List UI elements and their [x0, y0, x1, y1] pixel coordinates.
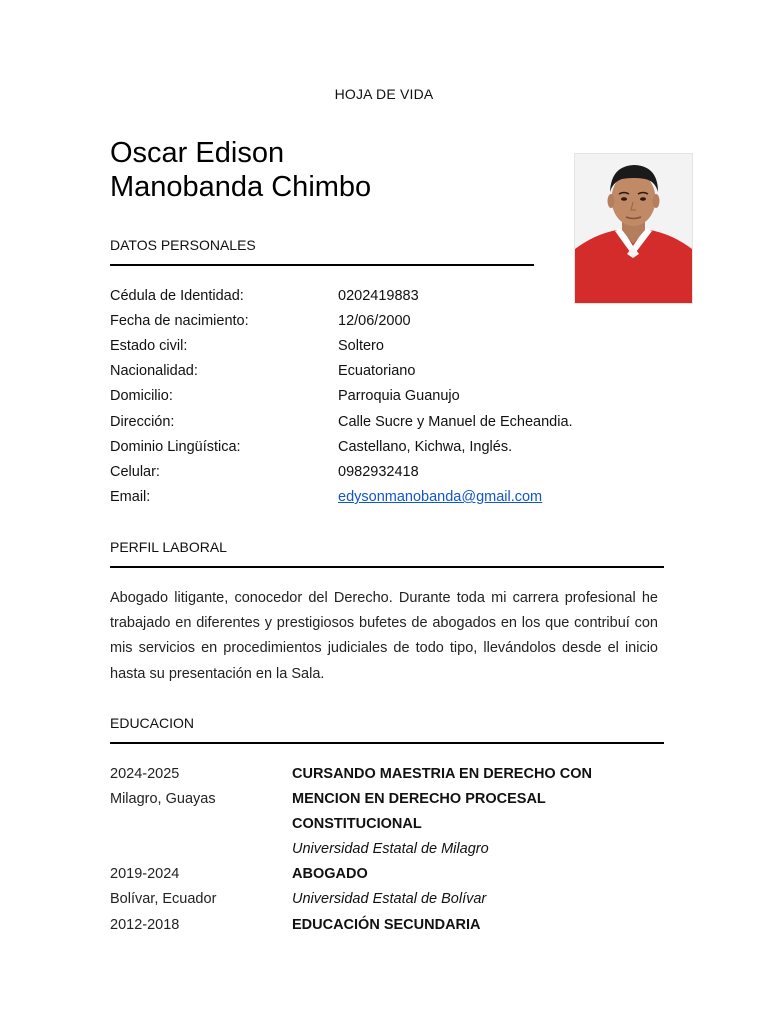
degree-title: MENCION EN DERECHO PROCESAL: [292, 791, 546, 808]
education-date: 2024-2025: [110, 766, 180, 782]
education-location: Milagro, Guayas: [110, 791, 216, 808]
profile-paragraph: Abogado litigante, conocedor del Derecho. Durante toda mi carrera profesional he trabajado en diferentes y prestigiosos bufetes de abogados en los que contribuí con mis servicios en procedimientos judiciales de todo tipo, llevándolos desde el inicio hasta su presentación en la Sala.: [110, 590, 658, 682]
education-divider: [110, 742, 664, 744]
profile-photo: [574, 153, 693, 304]
personal-data-divider: [110, 264, 534, 266]
name-line-2: Manobanda Chimbo: [110, 171, 372, 203]
degree-title: EDUCACIÓN SECUNDARIA: [292, 916, 481, 933]
field-label: Nacionalidad:: [110, 363, 198, 379]
full-name: [110, 136, 371, 204]
education-spacer: [110, 837, 290, 862]
field-value: 0982932418: [338, 464, 419, 480]
field-label: Email:: [110, 489, 151, 505]
field-value: 12/06/2000: [338, 313, 411, 329]
field-value: Castellano, Kichwa, Inglés.: [338, 439, 513, 455]
institution-name: Universidad Estatal de Bolívar: [292, 891, 487, 908]
education-date: 2019-2024: [110, 866, 180, 883]
field-label: Cédula de Identidad:: [110, 288, 244, 304]
name-line-1: Oscar Edison: [110, 137, 285, 169]
education-spacer: [110, 812, 290, 837]
education-location: Bolívar, Ecuador: [110, 891, 217, 908]
degree-title: ABOGADO: [292, 866, 368, 883]
field-label: Fecha de nacimiento:: [110, 313, 249, 329]
institution-name: Universidad Estatal de Milagro: [292, 841, 489, 858]
field-value: Soltero: [338, 338, 384, 354]
field-label: Dirección:: [110, 414, 175, 430]
degree-title: CONSTITUCIONAL: [292, 816, 422, 833]
education-details-column: [292, 762, 652, 938]
field-label: Celular:: [110, 464, 160, 480]
education-heading: EDUCACION: [110, 715, 195, 731]
personal-data-heading: DATOS PERSONALES: [110, 237, 256, 253]
field-value: Parroquia Guanujo: [338, 388, 460, 404]
document-title: HOJA DE VIDA: [334, 86, 434, 102]
field-label: Dominio Lingüística:: [110, 439, 241, 455]
email-link[interactable]: edysonmanobanda@gmail.com: [338, 489, 543, 505]
field-value: Calle Sucre y Manuel de Echeandia.: [338, 414, 573, 430]
field-label: Domicilio:: [110, 388, 173, 404]
education-date: 2012-2018: [110, 916, 180, 933]
field-value: Ecuatoriano: [338, 363, 416, 379]
profile-divider: [110, 566, 664, 568]
field-value: 0202419883: [338, 288, 419, 304]
field-label: Estado civil:: [110, 338, 188, 354]
profile-heading: PERFIL LABORAL: [110, 539, 227, 555]
degree-title: CURSANDO MAESTRIA EN DERECHO CON: [292, 766, 592, 782]
education-dates-column: [110, 762, 290, 938]
portrait-image: [575, 154, 692, 303]
